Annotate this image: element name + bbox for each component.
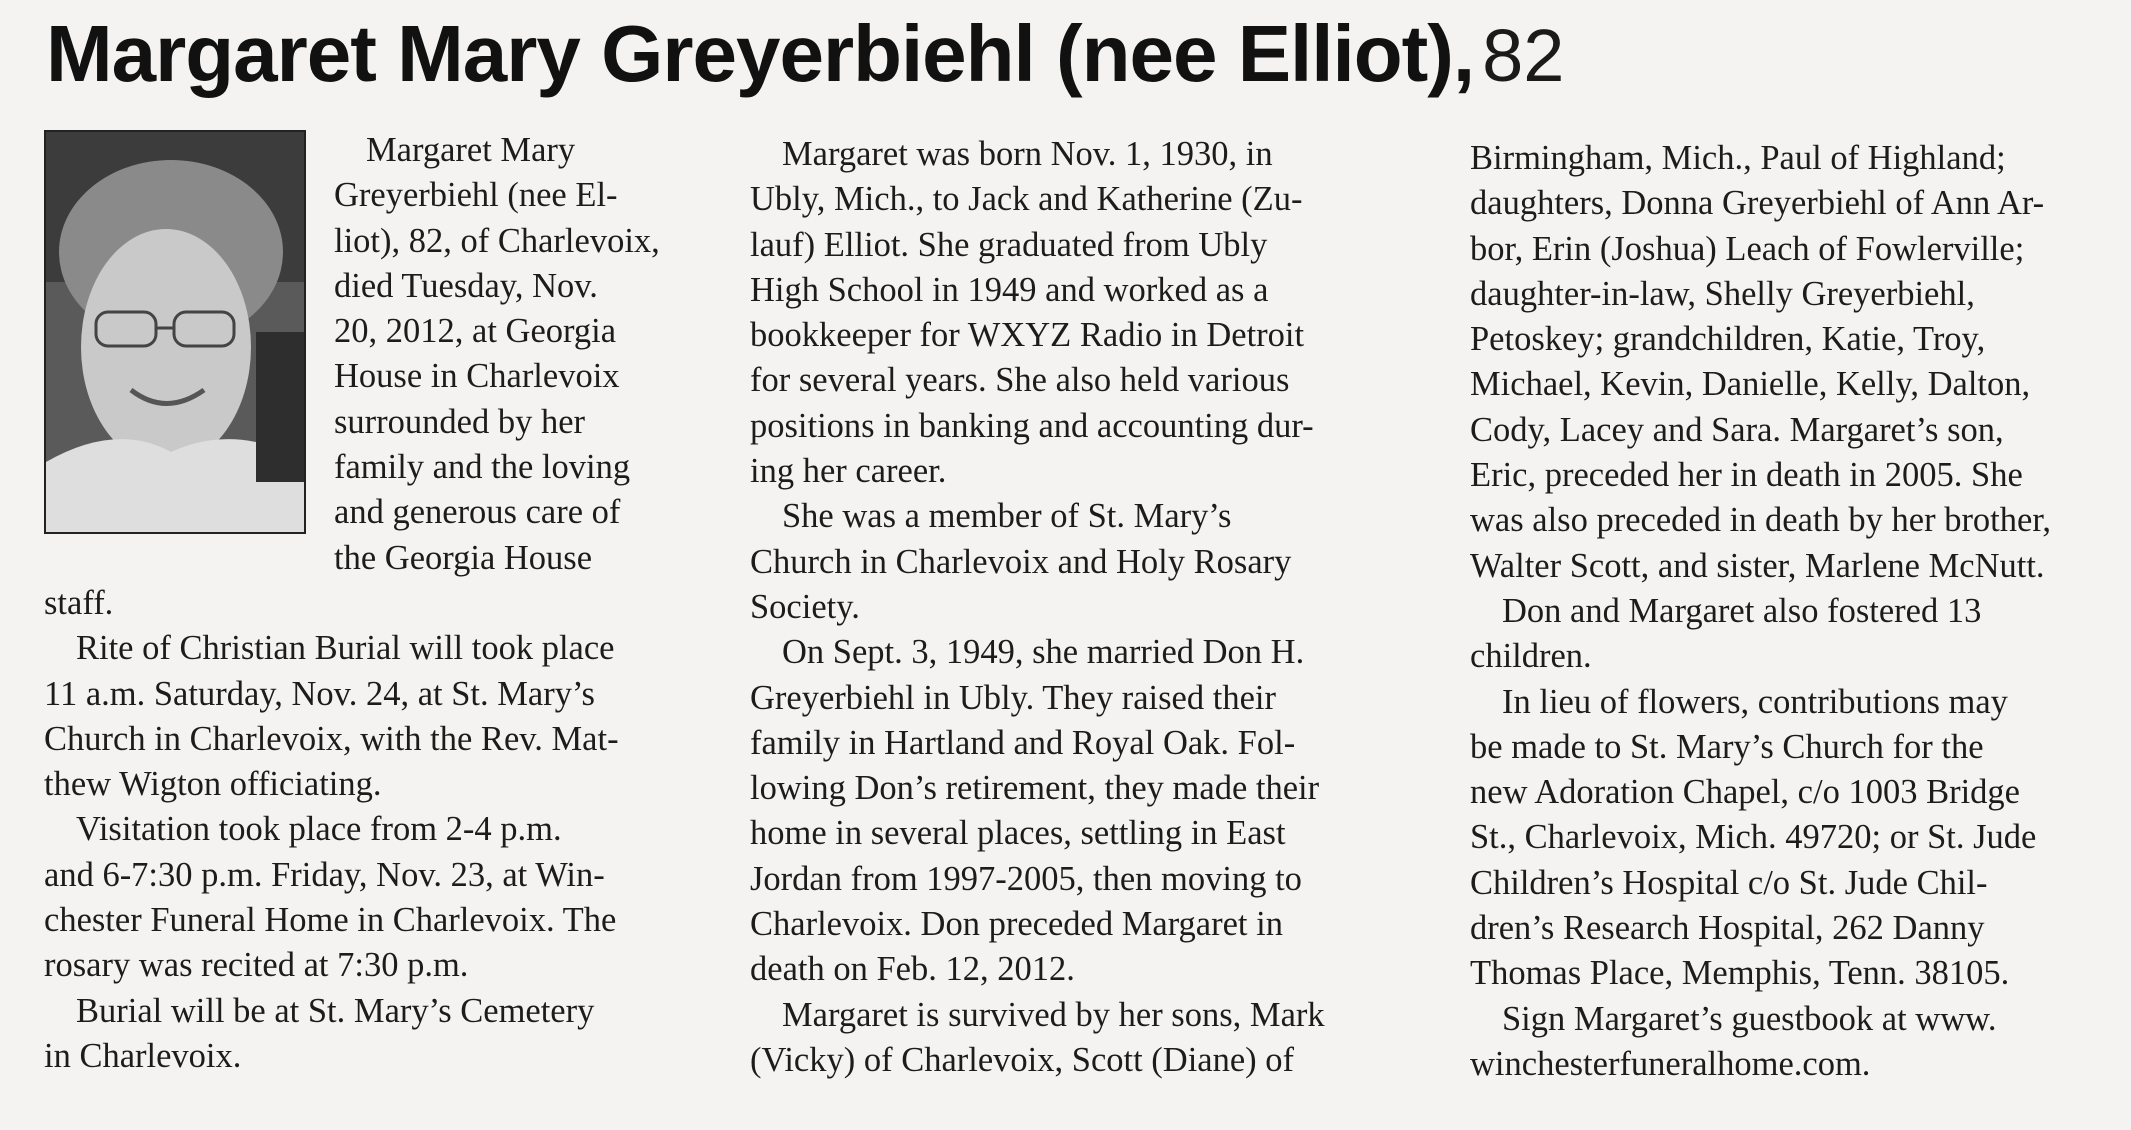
text-line: and generous care of: [334, 493, 621, 532]
text-line: death on Feb. 12, 2012.: [750, 950, 1075, 989]
paragraph: [1470, 589, 2125, 680]
text-line: Rite of Christian Burial will took place: [76, 629, 615, 668]
text-line: chester Funeral Home in Charlevoix. The: [44, 901, 617, 940]
text-line: Society.: [750, 587, 860, 626]
text-line: Sign Margaret’s guestbook at www.: [1502, 999, 1997, 1038]
text-line: the Georgia House: [334, 538, 593, 577]
text-line: home in several places, settling in East: [750, 814, 1286, 853]
paragraph: [750, 132, 1400, 494]
text-line: St., Charlevoix, Mich. 49720; or St. Jude: [1470, 818, 2037, 857]
text-line: positions in banking and accounting dur-: [750, 406, 1314, 445]
text-line: Thomas Place, Memphis, Tenn. 38105.: [1470, 954, 2010, 993]
paragraph: [44, 626, 694, 807]
intro-paragraph: [334, 128, 694, 581]
text-line: (Vicky) of Charlevoix, Scott (Diane) of: [750, 1040, 1295, 1079]
text-line: Greyerbiehl in Ubly. They raised their: [750, 678, 1276, 717]
text-line: Walter Scott, and sister, Marlene McNutt.: [1470, 546, 2045, 585]
text-line: surrounded by her: [334, 402, 586, 441]
text-line: Church in Charlevoix and Holy Rosary: [750, 542, 1292, 581]
text-line: new Adoration Chapel, c/o 1003 Bridge: [1470, 773, 2020, 812]
text-line: and 6-7:30 p.m. Friday, Nov. 23, at Win-: [44, 855, 605, 894]
column-1: [44, 128, 694, 1079]
text-line: lauf) Elliot. She graduated from Ubly: [750, 225, 1268, 264]
text-line: children.: [1470, 637, 1592, 676]
text-line: Petoskey; grandchildren, Katie, Troy,: [1470, 320, 1986, 359]
text-line: House in Charlevoix: [334, 357, 620, 396]
paragraph: [44, 989, 694, 1080]
text-line: In lieu of flowers, contributions may: [1502, 682, 2008, 721]
paragraph: [1470, 136, 2125, 589]
text-line: bor, Erin (Joshua) Leach of Fowlerville;: [1470, 229, 2025, 268]
text-line: winchesterfuneralhome.com.: [1470, 1044, 1871, 1083]
paragraph: [1470, 680, 2125, 997]
text-line: Visitation took place from 2-4 p.m.: [76, 810, 562, 849]
text-line: Birmingham, Mich., Paul of Highland;: [1470, 139, 2006, 177]
text-line: was also preceded in death by her brother,: [1470, 501, 2052, 540]
text-line: family and the loving: [334, 448, 631, 487]
column-3: [1470, 136, 2125, 1087]
text-line: Margaret Mary: [366, 131, 576, 169]
text-line: Michael, Kevin, Danielle, Kelly, Dalton,: [1470, 365, 2031, 404]
text-line: She was a member of St. Mary’s: [782, 497, 1232, 536]
text-line: 20, 2012, at Georgia: [334, 312, 617, 351]
text-line: for several years. She also held various: [750, 361, 1290, 400]
text-line: 11 a.m. Saturday, Nov. 24, at St. Mary’s: [44, 674, 595, 713]
text-line: in Charlevoix.: [44, 1036, 242, 1075]
text-line: High School in 1949 and worked as a: [750, 270, 1269, 309]
text-line: ing her career.: [750, 452, 947, 491]
obituary-headline: [46, 9, 1565, 98]
text-line: rosary was recited at 7:30 p.m.: [44, 946, 469, 985]
paragraph: [750, 630, 1400, 992]
text-line: Ubly, Mich., to Jack and Katherine (Zu-: [750, 180, 1303, 219]
text-line: Margaret was born Nov. 1, 1930, in: [782, 135, 1273, 173]
column-2: [750, 132, 1400, 1083]
text-line: thew Wigton officiating.: [44, 765, 382, 804]
headline-age: 82: [1482, 14, 1565, 97]
text-line: Eric, preceded her in death in 2005. She: [1470, 456, 2023, 495]
text-line: lowing Don’s retirement, they made their: [750, 769, 1320, 808]
text-line: family in Hartland and Royal Oak. Fol-: [750, 723, 1296, 762]
text-line: daughters, Donna Greyerbiehl of Ann Ar-: [1470, 184, 2045, 223]
paragraph: [44, 807, 694, 988]
portrait-photo: [44, 130, 306, 534]
text-line: Charlevoix. Don preceded Margaret in: [750, 905, 1283, 944]
text-line: liot), 82, of Charlevoix,: [334, 221, 660, 260]
text-line: dren’s Research Hospital, 262 Danny: [1470, 909, 1985, 948]
paragraph: [750, 494, 1400, 630]
text-line: Cody, Lacey and Sara. Margaret’s son,: [1470, 410, 2004, 449]
text-line: Don and Margaret also fostered 13: [1502, 591, 1982, 630]
paragraph: [750, 993, 1400, 1084]
text-line: bookkeeper for WXYZ Radio in Detroit: [750, 316, 1305, 355]
paragraph: [1470, 997, 2125, 1088]
text-line: be made to St. Mary’s Church for the: [1470, 727, 1984, 766]
text-line: daughter-in-law, Shelly Greyerbiehl,: [1470, 274, 1975, 313]
text-line: Jordan from 1997-2005, then moving to: [750, 859, 1302, 898]
text-line: Church in Charlevoix, with the Rev. Mat-: [44, 719, 619, 758]
text-line: died Tuesday, Nov.: [334, 266, 598, 305]
text-line: On Sept. 3, 1949, she married Don H.: [782, 633, 1305, 672]
text-line: Greyerbiehl (nee El-: [334, 176, 618, 215]
text-line: Children’s Hospital c/o St. Jude Chil-: [1470, 863, 1988, 902]
headline-name: Margaret Mary Greyerbiehl (nee Elliot),: [46, 9, 1475, 98]
intro-tail: staff.: [44, 583, 114, 622]
text-line: Margaret is survived by her sons, Mark: [782, 995, 1325, 1034]
text-line: Burial will be at St. Mary’s Cemetery: [76, 991, 595, 1030]
